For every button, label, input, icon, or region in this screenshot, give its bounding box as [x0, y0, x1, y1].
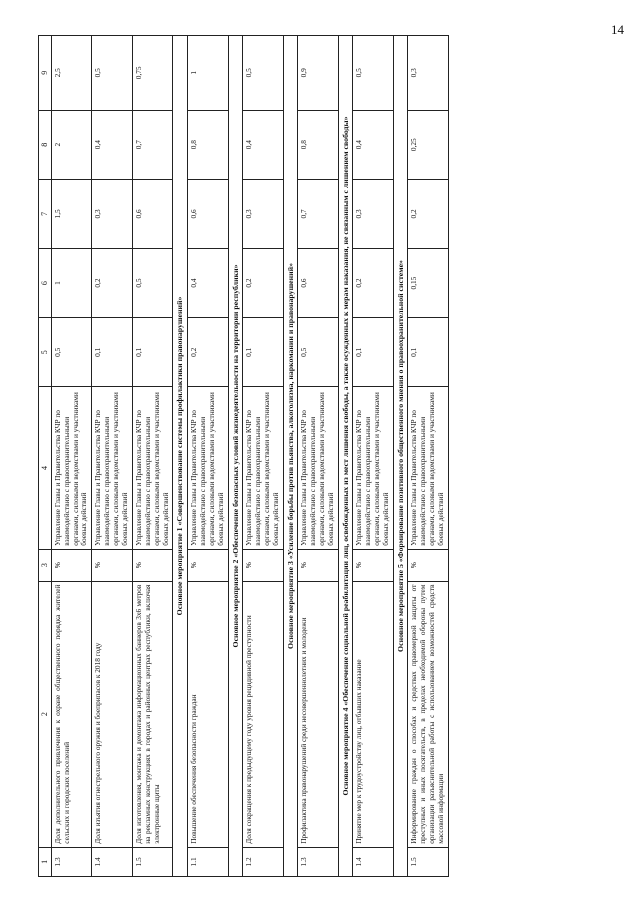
unit: % — [92, 549, 133, 581]
row-number: 1.5 — [132, 847, 173, 876]
col-header-8: 8 — [39, 110, 52, 179]
indicator-name: Доля изготовления, монтажа и демонтажа информационных баннеров 3х6 метров на рекламных конструкциях в городах и районных центрах республики, включая электронные щиты — [132, 581, 173, 847]
value-col8: 0,4 — [353, 110, 394, 179]
value-col7: 0,3 — [243, 179, 284, 248]
value-col7: 0,2 — [408, 179, 449, 248]
value-col6: 0,5 — [132, 248, 173, 317]
row-number: 1.3 — [298, 847, 339, 876]
executor: Управление Главы и Правительства КЧР по взаимодействию с правоохранительными органами, силовыми ведомствами и участниками боевых действий — [51, 387, 92, 549]
col-header-1: 1 — [39, 847, 52, 876]
table-row — [353, 36, 394, 877]
row-number: 1.5 — [408, 847, 449, 876]
indicator-name: Профилактика правонарушений среди несовершеннолетних и молодежи — [298, 581, 339, 847]
value-col9: 0,5 — [243, 36, 284, 111]
executor: Управление Главы и Правительства КЧР по взаимодействию с правоохранительными органами, силовыми ведомствами и участниками боевых действий — [187, 387, 228, 549]
value-col5: 0,1 — [408, 318, 449, 387]
unit: % — [243, 549, 284, 581]
unit: % — [187, 549, 228, 581]
value-col9: 0,3 — [408, 36, 449, 111]
indicator-name: Принятие мер к трудоустройству лиц, отбывших наказание — [353, 581, 394, 847]
value-col6: 0,4 — [187, 248, 228, 317]
value-col8: 0,8 — [298, 110, 339, 179]
section-title: Основное мероприятие 2 «Обеспечение безопасных условий жизнедеятельности на территории республики» — [228, 36, 243, 877]
value-col7: 0,3 — [92, 179, 133, 248]
value-col7: 0,7 — [298, 179, 339, 248]
section-header — [393, 36, 408, 877]
indicators-table — [38, 35, 449, 877]
unit: % — [132, 549, 173, 581]
value-col9: 0,5 — [353, 36, 394, 111]
indicator-name: Доля дополнительного привлечения к охране общественного порядка жителей сельских и городских поселений — [51, 581, 92, 847]
table-row — [243, 36, 284, 877]
col-header-5: 5 — [39, 318, 52, 387]
table-row — [51, 36, 92, 877]
value-col5: 0,1 — [353, 318, 394, 387]
value-col9: 2,5 — [51, 36, 92, 111]
table-row — [298, 36, 339, 877]
value-col6: 0,2 — [92, 248, 133, 317]
value-col5: 0,1 — [132, 318, 173, 387]
indicator-name: Доля изъятия огнестрельного оружия и боеприпасов к 2018 году — [92, 581, 133, 847]
unit: % — [51, 549, 92, 581]
column-number-row — [39, 36, 52, 877]
executor: Управление Главы и Правительства КЧР по взаимодействию с правоохранительными органами, силовыми ведомствами и участниками боевых действий — [353, 387, 394, 549]
page-number: 14 — [611, 22, 624, 37]
value-col9: 0,75 — [132, 36, 173, 111]
value-col6: 0,15 — [408, 248, 449, 317]
section-title: Основное мероприятие 3 «Усиление борьбы против пьянства, алкоголизма, наркомании и правонарушений» — [283, 36, 298, 877]
section-title: Основное мероприятие 1 «Совершенствование системы профилактики правонарушений» — [173, 36, 188, 877]
value-col8: 0,8 — [187, 110, 228, 179]
executor: Управление Главы и Правительства КЧР по взаимодействию с правоохранительными органами, силовыми ведомствами и участниками боевых действий — [298, 387, 339, 549]
row-number: 1.2 — [243, 847, 284, 876]
row-number: 1.1 — [187, 847, 228, 876]
col-header-3: 3 — [39, 549, 52, 581]
value-col5: 0,5 — [51, 318, 92, 387]
value-col6: 0,6 — [298, 248, 339, 317]
value-col9: 0,9 — [298, 36, 339, 111]
table-row — [132, 36, 173, 877]
value-col7: 0,6 — [187, 179, 228, 248]
value-col8: 0,4 — [243, 110, 284, 179]
rotated-table-page — [38, 35, 598, 877]
row-number: 1.4 — [92, 847, 133, 876]
col-header-7: 7 — [39, 179, 52, 248]
table-row — [187, 36, 228, 877]
col-header-6: 6 — [39, 248, 52, 317]
value-col5: 0,5 — [298, 318, 339, 387]
indicator-name: Повышение обеспечения безопасности граждан — [187, 581, 228, 847]
unit: % — [298, 549, 339, 581]
section-title: Основное мероприятие 4 «Обеспечение социальной реабилитации лиц, освобожденных из мест лишения свободы, а также осужденных к мерам наказания, не связанным с лишением свободы» — [338, 36, 353, 877]
value-col7: 0,3 — [353, 179, 394, 248]
section-header — [283, 36, 298, 877]
value-col7: 0,6 — [132, 179, 173, 248]
value-col8: 0,7 — [132, 110, 173, 179]
executor: Управление Главы и Правительства КЧР по взаимодействию с правоохранительными органами, силовыми ведомствами и участниками боевых действий — [92, 387, 133, 549]
section-header — [173, 36, 188, 877]
value-col8: 0,4 — [92, 110, 133, 179]
value-col5: 0,1 — [243, 318, 284, 387]
section-header — [228, 36, 243, 877]
indicator-name: Доля сокращения к предыдущему году уровня рецидивной преступности — [243, 581, 284, 847]
executor: Управление Главы и Правительства КЧР по взаимодействию с правоохранительными органами, силовыми ведомствами и участниками боевых действий — [243, 387, 284, 549]
table-row — [92, 36, 133, 877]
row-number: 1.3 — [51, 847, 92, 876]
value-col6: 0,2 — [243, 248, 284, 317]
unit: % — [408, 549, 449, 581]
executor: Управление Главы и Правительства КЧР по взаимодействию с правоохранительными органами, силовыми ведомствами и участниками боевых действий — [132, 387, 173, 549]
indicator-name: Информирование граждан о способах и средствах правомерной защиты от преступных и иных посягательств, в пределах необходимой обороны путем организации разъяснительной работы с использованием возможностей средств массовой информации — [408, 581, 449, 847]
value-col8: 0,25 — [408, 110, 449, 179]
section-header — [338, 36, 353, 877]
value-col6: 0,2 — [353, 248, 394, 317]
section-title: Основное мероприятие 5 «Формирование позитивного общественного мнения о правоохранительной системе» — [393, 36, 408, 877]
table-row — [408, 36, 449, 877]
value-col8: 2 — [51, 110, 92, 179]
row-number: 1.4 — [353, 847, 394, 876]
value-col6: 1 — [51, 248, 92, 317]
col-header-2: 2 — [39, 581, 52, 847]
value-col9: 0,5 — [92, 36, 133, 111]
col-header-9: 9 — [39, 36, 52, 111]
unit: % — [353, 549, 394, 581]
value-col5: 0,2 — [187, 318, 228, 387]
value-col5: 0,1 — [92, 318, 133, 387]
value-col7: 1,5 — [51, 179, 92, 248]
col-header-4: 4 — [39, 387, 52, 549]
executor: Управление Главы и Правительства КЧР по взаимодействию с правоохранительными органами, силовыми ведомствами и участниками боевых действий — [408, 387, 449, 549]
value-col9: 1 — [187, 36, 228, 111]
